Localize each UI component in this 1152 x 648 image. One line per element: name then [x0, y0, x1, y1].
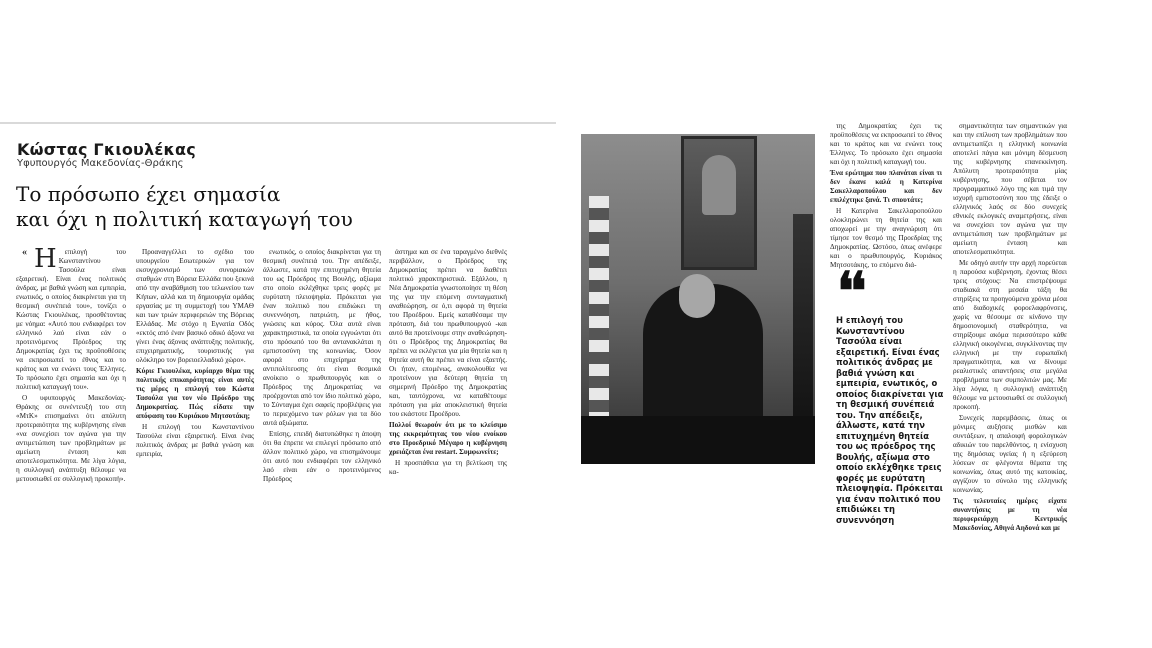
article-column-4: [389, 248, 507, 476]
paragraph: της Δημοκρατίας έχει τις προϋποθέσεις να εκπροσωπεί το έθνος και το κράτος και να ενώνει τους Έλληνες. Το πρόσωπο έχει σημασία και όχι η πολιτική καταγωγή του.: [830, 122, 942, 166]
headline-line-2: και όχι η πολιτική καταγωγή του: [16, 207, 353, 231]
headline-line-1: Το πρόσωπο έχει σημασία: [16, 182, 281, 206]
politician-head: [679, 274, 715, 318]
pull-quote: Η επιλογή του Κωνσταντίνου Τασούλα είναι εξαιρετική. Είναι ένας πολιτικός άνδρας με βαθιά γνώση και εμπειρία, ενωτικός, ο οποίος διακρίνεται για τη θεσμική συνέπειά του. Την απέδειξε, άλλωστε, κατά την επιτυχημένη θητεία του ως πρόεδρος της Βουλής, αξίωμα στο οποίο εκλέχθηκε τρεις φορές με ευρύτατη πλειοψηφία. Πρόκειται για έναν πολιτικό που επιδιώκει τη συνεννόηση: [836, 315, 944, 525]
paragraph: Επίσης, επειδή διατυπώθηκε η άποψη ότι θα έπρεπε να επιλεγεί πρόσωπο από άλλον πολιτικό χώρο, να επισημάνουμε ότι αυτό που ενδιαφέρει τον ελληνικό λαό είναι εάν ο προτεινόμενος Πρόεδρος: [263, 430, 381, 483]
paragraph: Η επιλογή του Κωνσταντίνου Τασούλα είναι εξαιρετική. Είναι ένας πολιτικός άνδρας με βαθιά γνώση και εμπειρία,: [136, 423, 254, 458]
paragraph: ενωτικός, ο οποίος διακρίνεται για τη θεσμική συνέπειά του. Την απέδειξε, άλλωστε, κατά την επιτυχημένη θητεία του ως Πρόεδρος της Βουλής, αξίωμα στο οποίο εκλέχθηκε τρεις φορές με ευρύτατη πλειοψηφία. Πρόκειται για έναν πολιτικό που επιδιώκει τη συνεννόηση, πατριώτη, με ήθος, γνώσεις και κύρος. Όλα αυτά είναι χαρακτηριστικά, τα οποία εγγυώνται ότι στο πρόσωπό του θα αντανακλάται η εμπιστοσύνη της κοινωνίας. Όσον αφορά στο επιχείρημα της αντιπολίτευσης ότι είναι θεσμικά ανοίκειο ο πρωθυπουργός και ο Πρόεδρος της Δημοκρατίας να προέρχονται από τον ίδιο πολιτικό χώρο, το Σύνταγμα έχει σαφείς προβλέψεις για το περιεχόμενο των ρόλων για τα δύο αυτά αξιώματα.: [263, 248, 381, 427]
paragraph: σημαντικότητα των σημαντικών για και την επίλυση των προβλημάτων που αντιμετωπίζει η ελληνική κοινωνία αποτελεί πάγια και μόνιμη δέσμευση της κυβέρνησης επανεκκίνηση. Απόλυτη προτεραιότητα μίας κυβέρνησης, που σέβεται τον προγραμματικό λόγο της και τιμά την ισχυρή εμπιστοσύνη που της έδειξε ο ελληνικός λαός σε δύο συνεχείς εθνικές εκλογικές αναμετρήσεις, είναι να συνεχίσει τον αγώνα για την αντιμετώπιση των προβλημάτων με αμείωτη ένταση και αποτελεσματικότητα.: [953, 122, 1067, 256]
interviewee-role: Υφυπουργός Μακεδονίας-Θράκης: [17, 158, 184, 169]
interviewee-name: Κώστας Γκιουλέκας: [17, 140, 196, 159]
headline: [16, 182, 436, 232]
article-column-6: [953, 122, 1067, 532]
interview-question: Τις τελευταίες ημέρες είχατε συναντήσεις με τη νέα περιφερειάρχη Κεντρικής Μακεδονίας, Αθηνά Αηδονά και με: [953, 497, 1067, 532]
quote-marks-icon: ❛❛: [837, 261, 863, 322]
paragraph: επιλογή του Κωνσταντίνου Τασούλα είναι εξαιρετική. Είναι ένας πολιτικός άνδρας, με βαθιά γνώση και εμπειρία, ενωτικός, ο οποίος διακρίνεται για τη θεσμική συνέπειά του», τονίζει ο Κώστας Γκιουλέκας, προσθέτοντας με νόημα: «Αυτό που ενδιαφέρει τον ελληνικό λαό είναι εάν ο προτεινόμενος Πρόεδρος της Δημοκρατίας έχει τις προϋποθέσεις να εκπροσωπεί το έθνος και το κράτος και να ενώνει τους Έλληνες. Το πρόσωπο έχει σημασία και όχι η πολιτική καταγωγή του».: [16, 248, 126, 391]
article-column-2: [136, 248, 254, 458]
desk: [581, 416, 815, 464]
interview-question: Κύριε Γκιουλέκα, κυρίαρχο θέμα της πολιτικής επικαιρότητας είναι αυτές τις μέρες η επιλογή του Κώστα Τασούλα για τον νέο Πρόεδρο της Δημοκρατίας. Πώς είδατε την απόφαση του Κυριάκου Μητσοτάκη;: [136, 367, 254, 420]
paragraph: Ο υφυπουργός Μακεδονίας-Θράκης σε συνέντευξή του στη «ΜτΚ» επισημαίνει ότι απόλυτη προτεραιότητα της κυβέρνησης είναι «να συνεχίσει τον αγώνα για την αντιμετώπιση των προβλημάτων με αμείωτη ένταση και αποτελεσματικότητα. Με λίγα λόγια, η συλλογική ανάπτυξη θέλουμε να μετουσιωθεί σε συλλογική προκοπή».: [16, 394, 126, 483]
article-column-5: [830, 122, 942, 269]
drop-cap: Η: [34, 244, 57, 274]
right-page: [581, 122, 1069, 532]
paragraph: Η προσπάθεια για τη βελτίωση της κα-: [389, 459, 507, 476]
paragraph: Με οδηγό αυτήν την αρχή πορεύεται η παρούσα κυβέρνηση, έχοντας θέσει τρεις στόχους: Να επιστρέψουμε σταδιακά στη μεσαία τάξη θα στηρίξεις τα προηγούμενα χρόνια μέσα από διαδοχικές φοροελαφρύνσεις, χωρίς να θέσουμε σε κίνδυνο την δημοσιονομική σταθερότητα, να στηρίξουμε ακόμα περισσότερο κάθε ελληνική οικογένεια, συγκλίνοντας την ελληνική με την ευρωπαϊκή πραγματικότητα, και να δίνουμε ρεαλιστικές απαντήσεις στα μεγάλα προβλήματα των συμπολιτών μας. Με λίγα λόγια, η συλλογική ανάπτυξη θέλουμε να μετουσιωθεί σε συλλογική προκοπή.: [953, 259, 1067, 411]
article-column-3: [263, 248, 381, 483]
paragraph: Προαναγγέλλει το σχέδιο του υπουργείου Εσωτερικών για τον εκσυγχρονισμό των συνοριακών σταθμών στη Βόρεια Ελλάδα που ξεκινά από την αναβάθμιση του τελωνείου των Κήπων, αλλά και τη δημιουργία ομάδας εργασίας με τη συμμετοχή του ΥΜΑΘ και των τριών περιφερειών της Βόρειας Ελλάδας. Με στόχο η Εγνατία Οδός «εκτός από έναν βασικό οδικό άξονα να γίνει ένας άξονας ανάπτυξης πολιτικής, επιχειρηματικής, τουριστικής για ολόκληρο τον βορειοελλαδικό χώρο».: [136, 248, 254, 364]
portrait-photo: [581, 134, 815, 464]
eu-flag: [793, 214, 813, 434]
paragraph: άστημα και σε ένα ταραγμένο διεθνές περιβάλλον, ο Πρόεδρος της Δημοκρατίας πρέπει να διαθέτει πολιτικό χαρακτηριστικά. Εξάλλου, η Νέα Δημοκρατία γνωστοποίησε τη θέση της για την επόμενη συνταγματική αναθεώρηση, σε ό,τι αφορά τη θητεία του Προέδρου. Εμείς καταθέσαμε την πρόταση, διά του πρωθυπουργού -και αυτό θα προτείνουμε στην αναθεώρηση- ότι ο Πρόεδρος της Δημοκρατίας θα πρέπει να εκλέγεται για μία θητεία και η θητεία αυτή θα πρέπει να είναι εξαετής. Οι ήταν, επομένως, ανακολουθία να προτείνουν για δεύτερη θητεία τη σημερινή Πρόεδρο της Δημοκρατίας και, ταυτόχρονα, να καταθέτουμε πρόταση για μία αποκλειστική θητεία του εκάστοτε Προέδρου.: [389, 248, 507, 418]
opening-quote-mark: «: [22, 247, 27, 258]
article-column-1: [16, 244, 126, 483]
interview-question: Ένα ερώτημα που πλανάται είναι τι δεν έκανε καλά η Κατερίνα Σακελλαροπούλου και δεν επιλέχτηκε ξανά. Τι σπουτάτε;: [830, 169, 942, 204]
paragraph: Συνεχείς παρεμβάσεις, όπως οι μόνιμες αυξήσεις μισθών και συντάξεων, η απαλοιφή φορολογικών αδικιών του παρελθόντος, η ενίσχυση της δημόσιας υγείας ή η εξεύρεση λύσεων σε φλέγοντα θέματα της κοινωνίας, όπως αυτό της κατοικίας, αγγίζουν το σύνολο της ελληνικής κοινωνίας.: [953, 414, 1067, 494]
left-page: [0, 122, 556, 483]
interview-question: Πολλοί θεωρούν ότι με το κλείσιμο της εκκρεμότητας του νέου ενοίκου στο Προεδρικό Μέγαρο η κυβέρνηση χρειάζεται ένα restart. Συμφωνείτε;: [389, 421, 507, 456]
paragraph: Η Κατερίνα Σακελλαροπούλου ολοκληρώνει τη θητεία της και αποχωρεί με την αναγνώριση ότι τίμησε τον θεσμό της Προεδρίας της Δημοκρατίας. Ωστόσο, όπως ανέφερε και ο πρωθυπουργός, Κυριάκος Μητσοτάκης, το επόμενο διά-: [830, 207, 942, 269]
religious-icon-painting: [681, 136, 757, 270]
greek-flag: [589, 196, 609, 416]
